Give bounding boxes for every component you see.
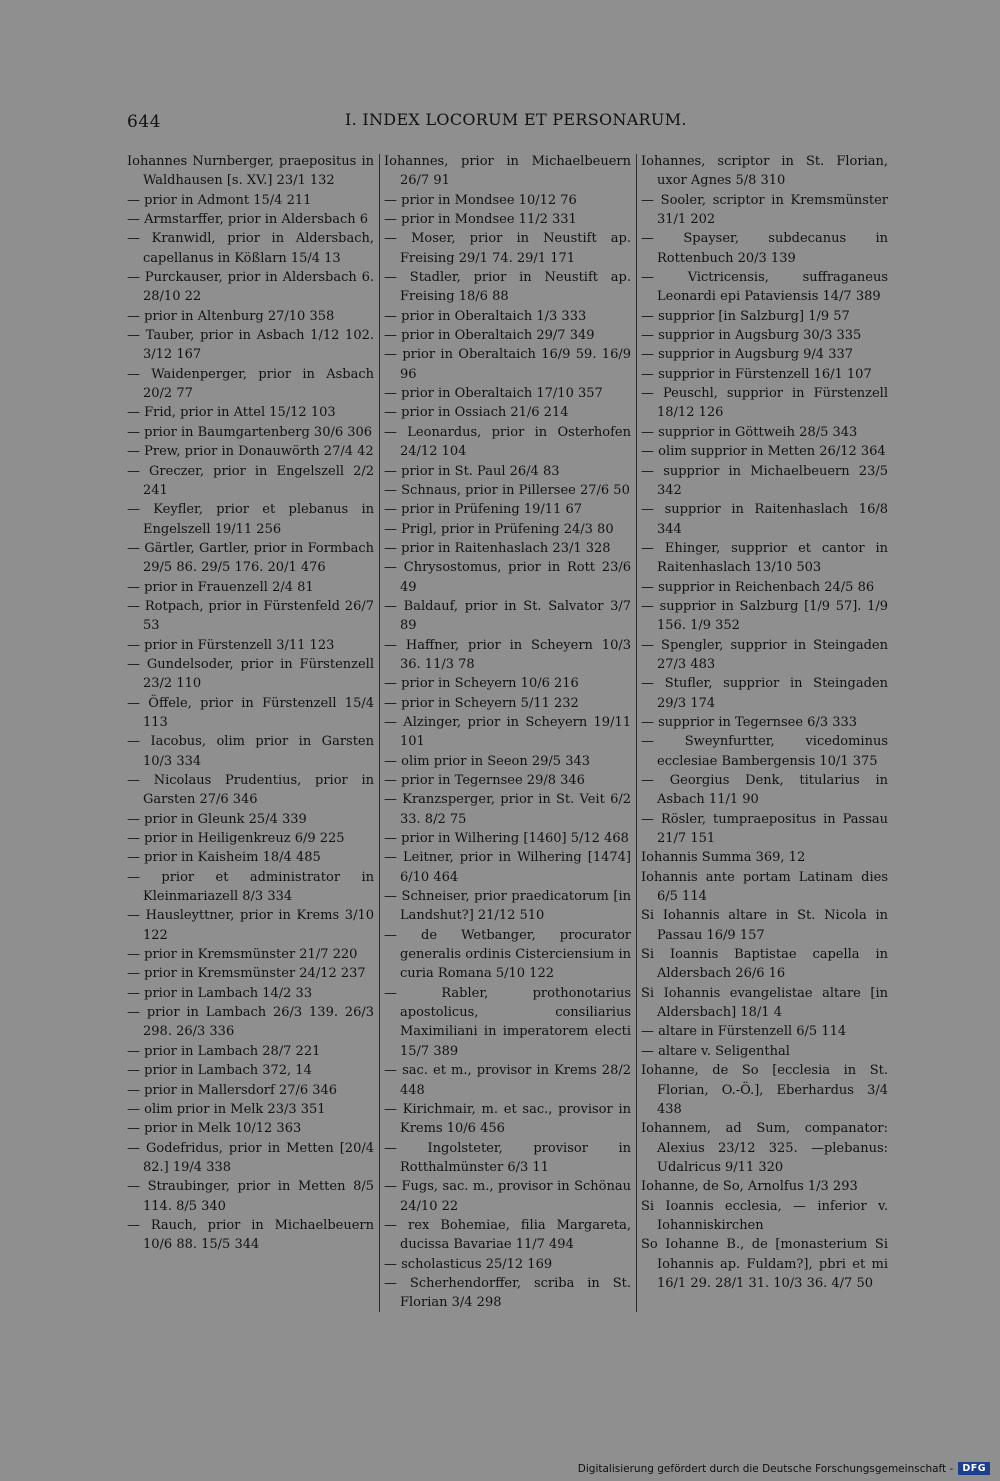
index-entry: — prior in Scheyern 10/6 216 (384, 676, 579, 692)
index-entry: — prior in Heiligenkreuz 6/9 225 (127, 831, 345, 847)
index-entry: — olim prior in Melk 23/3 351 (127, 1101, 326, 1117)
index-entry: Iohanne, de So [ecclesia in St. Florian, O.-Ö.], Eberhardus 3/4 438 (641, 1063, 888, 1117)
index-entry: — Rösler, tumpraepositus in Passau 21/7 151 (641, 811, 888, 847)
index-entry: — prior in Melk 10/12 363 (127, 1121, 302, 1137)
index-entry: — prior in Frauenzell 2/4 81 (127, 579, 314, 595)
index-column-2 (384, 152, 631, 1313)
index-entry: — Peuschl, supprior in Fürstenzell 18/12 126 (641, 386, 888, 421)
index-entry: — supprior in Salzburg [1/9 57]. 1/9 156. 1/9 352 (641, 598, 888, 634)
index-entry: — Fugs, sac. m., provisor in Schönau 24/10 22 (384, 1179, 631, 1214)
index-entry: — supprior in Augsburg 30/3 335 (641, 328, 862, 344)
index-entry: — Kranzsperger, prior in St. Veit 6/2 33. 8/2 75 (384, 792, 631, 827)
index-entry: — Leitner, prior in Wilhering [1474] 6/10 464 (384, 850, 631, 885)
index-entry: — prior in Oberaltaich 17/10 357 (384, 386, 603, 402)
index-entry: — Baldauf, prior in St. Salvator 3/7 89 (384, 598, 631, 634)
index-entry: Iohannis Summa 369, 12 (641, 850, 806, 866)
index-entry: — Iacobus, olim prior in Garsten 10/3 334 (127, 734, 374, 769)
index-column-1 (127, 152, 374, 1313)
index-entry: — Rauch, prior in Michaelbeuern 10/6 88. 15/5 344 (127, 1217, 374, 1253)
index-entry: — Kirichmair, m. et sac., provisor in Krems 10/6 456 (384, 1101, 631, 1137)
index-entry: — de Wetbanger, procurator generalis ordinis Cisterciensium in curia Romana 5/10 122 (384, 927, 631, 982)
index-entry: — Frid, prior in Attel 15/12 103 (127, 405, 336, 421)
index-entry: — olim prior in Seeon 29/5 343 (384, 753, 591, 769)
index-entry: — prior in Mallersdorf 27/6 346 (127, 1082, 338, 1098)
index-entry: — supprior in Augsburg 9/4 337 (641, 347, 854, 363)
index-entry: — Spengler, supprior in Steingaden 27/3 483 (641, 637, 888, 672)
index-entry: Si Iohannis altare in St. Nicola in Passau 16/9 157 (641, 908, 888, 943)
index-entry: — Purckauser, prior in Aldersbach 6. 28/10 22 (127, 270, 374, 305)
index-entry: — prior in Tegernsee 29/8 346 (384, 773, 585, 788)
index-entry: — prior in Lambach 28/7 221 (127, 1043, 321, 1059)
index-entry: — rex Bohemiae, filia Margareta, ducissa Bavariae 11/7 494 (384, 1217, 631, 1253)
index-entry: — prior in Oberaltaich 1/3 333 (384, 308, 587, 324)
index-entry: — Sweynfurtter, vicedominus ecclesiae Bambergensis 10/1 375 (641, 734, 888, 769)
index-entry: — prior in Mondsee 11/2 331 (384, 212, 577, 228)
index-entry: — Ingolsteter, provisor in Rotthalmünster 6/3 11 (384, 1140, 631, 1175)
index-entry: — altare v. Seligenthal (641, 1043, 790, 1059)
index-column-3 (641, 152, 888, 1313)
page-number: 644 (127, 112, 161, 132)
index-entry: — prior in Raitenhaslach 23/1 328 (384, 540, 611, 556)
index-entry: — Leonardus, prior in Osterhofen 24/12 104 (384, 424, 631, 460)
index-entry: — Rotpach, prior in Fürstenfeld 26/7 53 (127, 598, 374, 634)
index-entry: — Armstarffer, prior in Aldersbach 6 (127, 212, 369, 228)
index-entry: — prior in Admont 15/4 211 (127, 192, 312, 208)
index-entry: — Moser, prior in Neustift ap. Freising 29/1 74. 29/1 171 (384, 231, 631, 266)
index-entry: — Kranwidl, prior in Aldersbach, capellanus in Kößlarn 15/4 13 (127, 231, 374, 266)
index-entry: — Straubinger, prior in Metten 8/5 114. 8/5 340 (127, 1179, 374, 1214)
index-entry: — prior in Oberaltaich 29/7 349 (384, 328, 595, 344)
index-entry: Si Iohannis evangelistae altare [in Aldersbach] 18/1 4 (641, 985, 888, 1021)
index-entry: Iohannem, ad Sum, companator: Alexius 23/12 325. —plebanus: Udalricus 9/11 320 (641, 1121, 888, 1175)
index-entry: — scholasticus 25/12 169 (384, 1256, 553, 1272)
index-entry: — Ehinger, supprior et cantor in Raitenhaslach 13/10 503 (641, 540, 888, 576)
index-entry: — Gundelsoder, prior in Fürstenzell 23/2 110 (127, 656, 374, 692)
index-entry: — supprior in Tegernsee 6/3 333 (641, 714, 858, 730)
index-entry: — prior in Kaisheim 18/4 485 (127, 850, 321, 866)
index-entry: — prior in Baumgartenberg 30/6 306 (127, 424, 373, 440)
index-entry: — Godefridus, prior in Metten [20/4 82.] 19/4 338 (127, 1140, 374, 1175)
index-entry: — olim supprior in Metten 26/12 364 (641, 444, 886, 460)
index-entry: — Schneiser, prior praedicatorum [in Landshut?] 21/12 510 (384, 889, 631, 924)
index-entry: — Nicolaus Prudentius, prior in Garsten 27/6 346 (127, 773, 374, 808)
index-entry: Si Ioannis ecclesia, — inferior v. Iohanniskirchen (641, 1198, 888, 1233)
index-entry: — Stadler, prior in Neustift ap. Freising 18/6 88 (384, 270, 631, 305)
index-entry: — prior in Fürstenzell 3/11 123 (127, 637, 335, 653)
index-entry: — supprior [in Salzburg] 1/9 57 (641, 308, 850, 324)
index-entry: — Victricensis, suffraganeus Leonardi epi Pataviensis 14/7 389 (641, 270, 888, 305)
index-entry: — Alzinger, prior in Scheyern 19/11 101 (384, 714, 631, 750)
index-entry: — Spayser, subdecanus in Rottenbuch 20/3 139 (641, 231, 888, 266)
index-entry: Iohannes Nurnberger, praepositus in Waldhausen [s. XV.] 23/1 132 (127, 154, 374, 189)
index-entry: — prior in Ossiach 21/6 214 (384, 405, 569, 421)
index-entry: So Iohanne B., de [monasterium Si Iohannis ap. Fuldam?], pbri et mi 16/1 29. 28/1 31. 10/3 36. 4/7 50 (641, 1237, 888, 1291)
index-entry: Iohannis ante portam Latinam dies 6/5 114 (641, 869, 888, 905)
index-entry: — prior in Lambach 14/2 33 (127, 985, 313, 1001)
index-entry: — prior in Oberaltaich 16/9 59. 16/9 96 (384, 347, 631, 382)
index-entry: — prior in Wilhering [1460] 5/12 468 (384, 831, 629, 847)
index-entry: — Prigl, prior in Prüfening 24/3 80 (384, 521, 614, 537)
index-entry: — Schnaus, prior in Pillersee 27/6 50 (384, 482, 630, 498)
index-entry: — Waidenperger, prior in Asbach 20/2 77 (127, 366, 374, 402)
index-entry: — prior in Lambach 372, 14 (127, 1063, 312, 1079)
index-entry: Iohannes, scriptor in St. Florian, uxor Agnes 5/8 310 (641, 154, 888, 189)
index-entry: — sac. et m., provisor in Krems 28/2 448 (384, 1063, 631, 1098)
index-entry: — supprior in Fürstenzell 16/1 107 (641, 366, 872, 382)
index-entry: — prior et administrator in Kleinmariazell 8/3 334 (127, 869, 374, 905)
index-entry: — Greczer, prior in Engelszell 2/2 241 (127, 463, 374, 498)
index-entry: — Chrysostomus, prior in Rott 23/6 49 (384, 560, 631, 595)
index-entry: — supprior in Reichenbach 24/5 86 (641, 579, 875, 595)
index-entry: — Keyfler, prior et plebanus in Engelszell 19/11 256 (127, 502, 374, 537)
index-entry: — Gärtler, Gartler, prior in Formbach 29/5 86. 29/5 176. 20/1 476 (127, 540, 374, 576)
index-entry: — supprior in Michaelbeuern 23/5 342 (641, 463, 888, 498)
running-title: I. INDEX LOCORUM ET PERSONARUM. (345, 110, 687, 129)
index-entry: — prior in Prüfening 19/11 67 (384, 502, 582, 518)
index-entry: — Scherhendorffer, scriba in St. Florian 3/4 298 (384, 1275, 631, 1311)
index-entry: — Hausleyttner, prior in Krems 3/10 122 (127, 908, 374, 943)
index-entry: — prior in Kremsmünster 24/12 237 (127, 966, 366, 982)
index-entry: — Sooler, scriptor in Kremsmünster 31/1 202 (641, 192, 888, 228)
index-entry: — Prew, prior in Donauwörth 27/4 42 (127, 444, 374, 460)
index-columns (127, 152, 889, 1313)
index-entry: Si Ioannis Baptistae capella in Aldersbach 26/6 16 (641, 947, 888, 982)
dfg-logo: DFG (958, 1462, 990, 1475)
index-entry: Iohannes, prior in Michaelbeuern 26/7 91 (384, 154, 631, 189)
index-entry: — Stufler, supprior in Steingaden 29/3 174 (641, 676, 888, 711)
index-entry: — Georgius Denk, titularius in Asbach 11/1 90 (641, 773, 888, 808)
index-entry: — prior in Mondsee 10/12 76 (384, 192, 577, 208)
index-entry: — prior in St. Paul 26/4 83 (384, 463, 560, 479)
index-entry: — Haffner, prior in Scheyern 10/3 36. 11/3 78 (384, 637, 631, 672)
index-entry: — prior in Scheyern 5/11 232 (384, 695, 579, 711)
funding-note: Digitalisierung gefördert durch die Deutsche Forschungsgemeinschaft - (577, 1462, 954, 1475)
index-entry: — Rabler, prothonotarius apostolicus, consiliarius Maximiliani in imperatorem electi 15/7 389 (384, 985, 631, 1059)
index-entry: — Öffele, prior in Fürstenzell 15/4 113 (127, 695, 374, 730)
index-entry: — prior in Gleunk 25/4 339 (127, 811, 307, 827)
index-entry: — prior in Altenburg 27/10 358 (127, 308, 335, 324)
footer (578, 1462, 990, 1475)
index-entry: — prior in Lambach 26/3 139. 26/3 298. 26/3 336 (127, 1005, 374, 1040)
index-entry: — altare in Fürstenzell 6/5 114 (641, 1024, 847, 1040)
index-entry: Iohanne, de So, Arnolfus 1/3 293 (641, 1179, 858, 1195)
index-entry: — Tauber, prior in Asbach 1/12 102. 3/12 167 (127, 328, 374, 363)
index-entry: — supprior in Göttweih 28/5 343 (641, 424, 858, 440)
index-entry: — supprior in Raitenhaslach 16/8 344 (641, 502, 888, 537)
index-entry: — prior in Kremsmünster 21/7 220 (127, 947, 358, 963)
